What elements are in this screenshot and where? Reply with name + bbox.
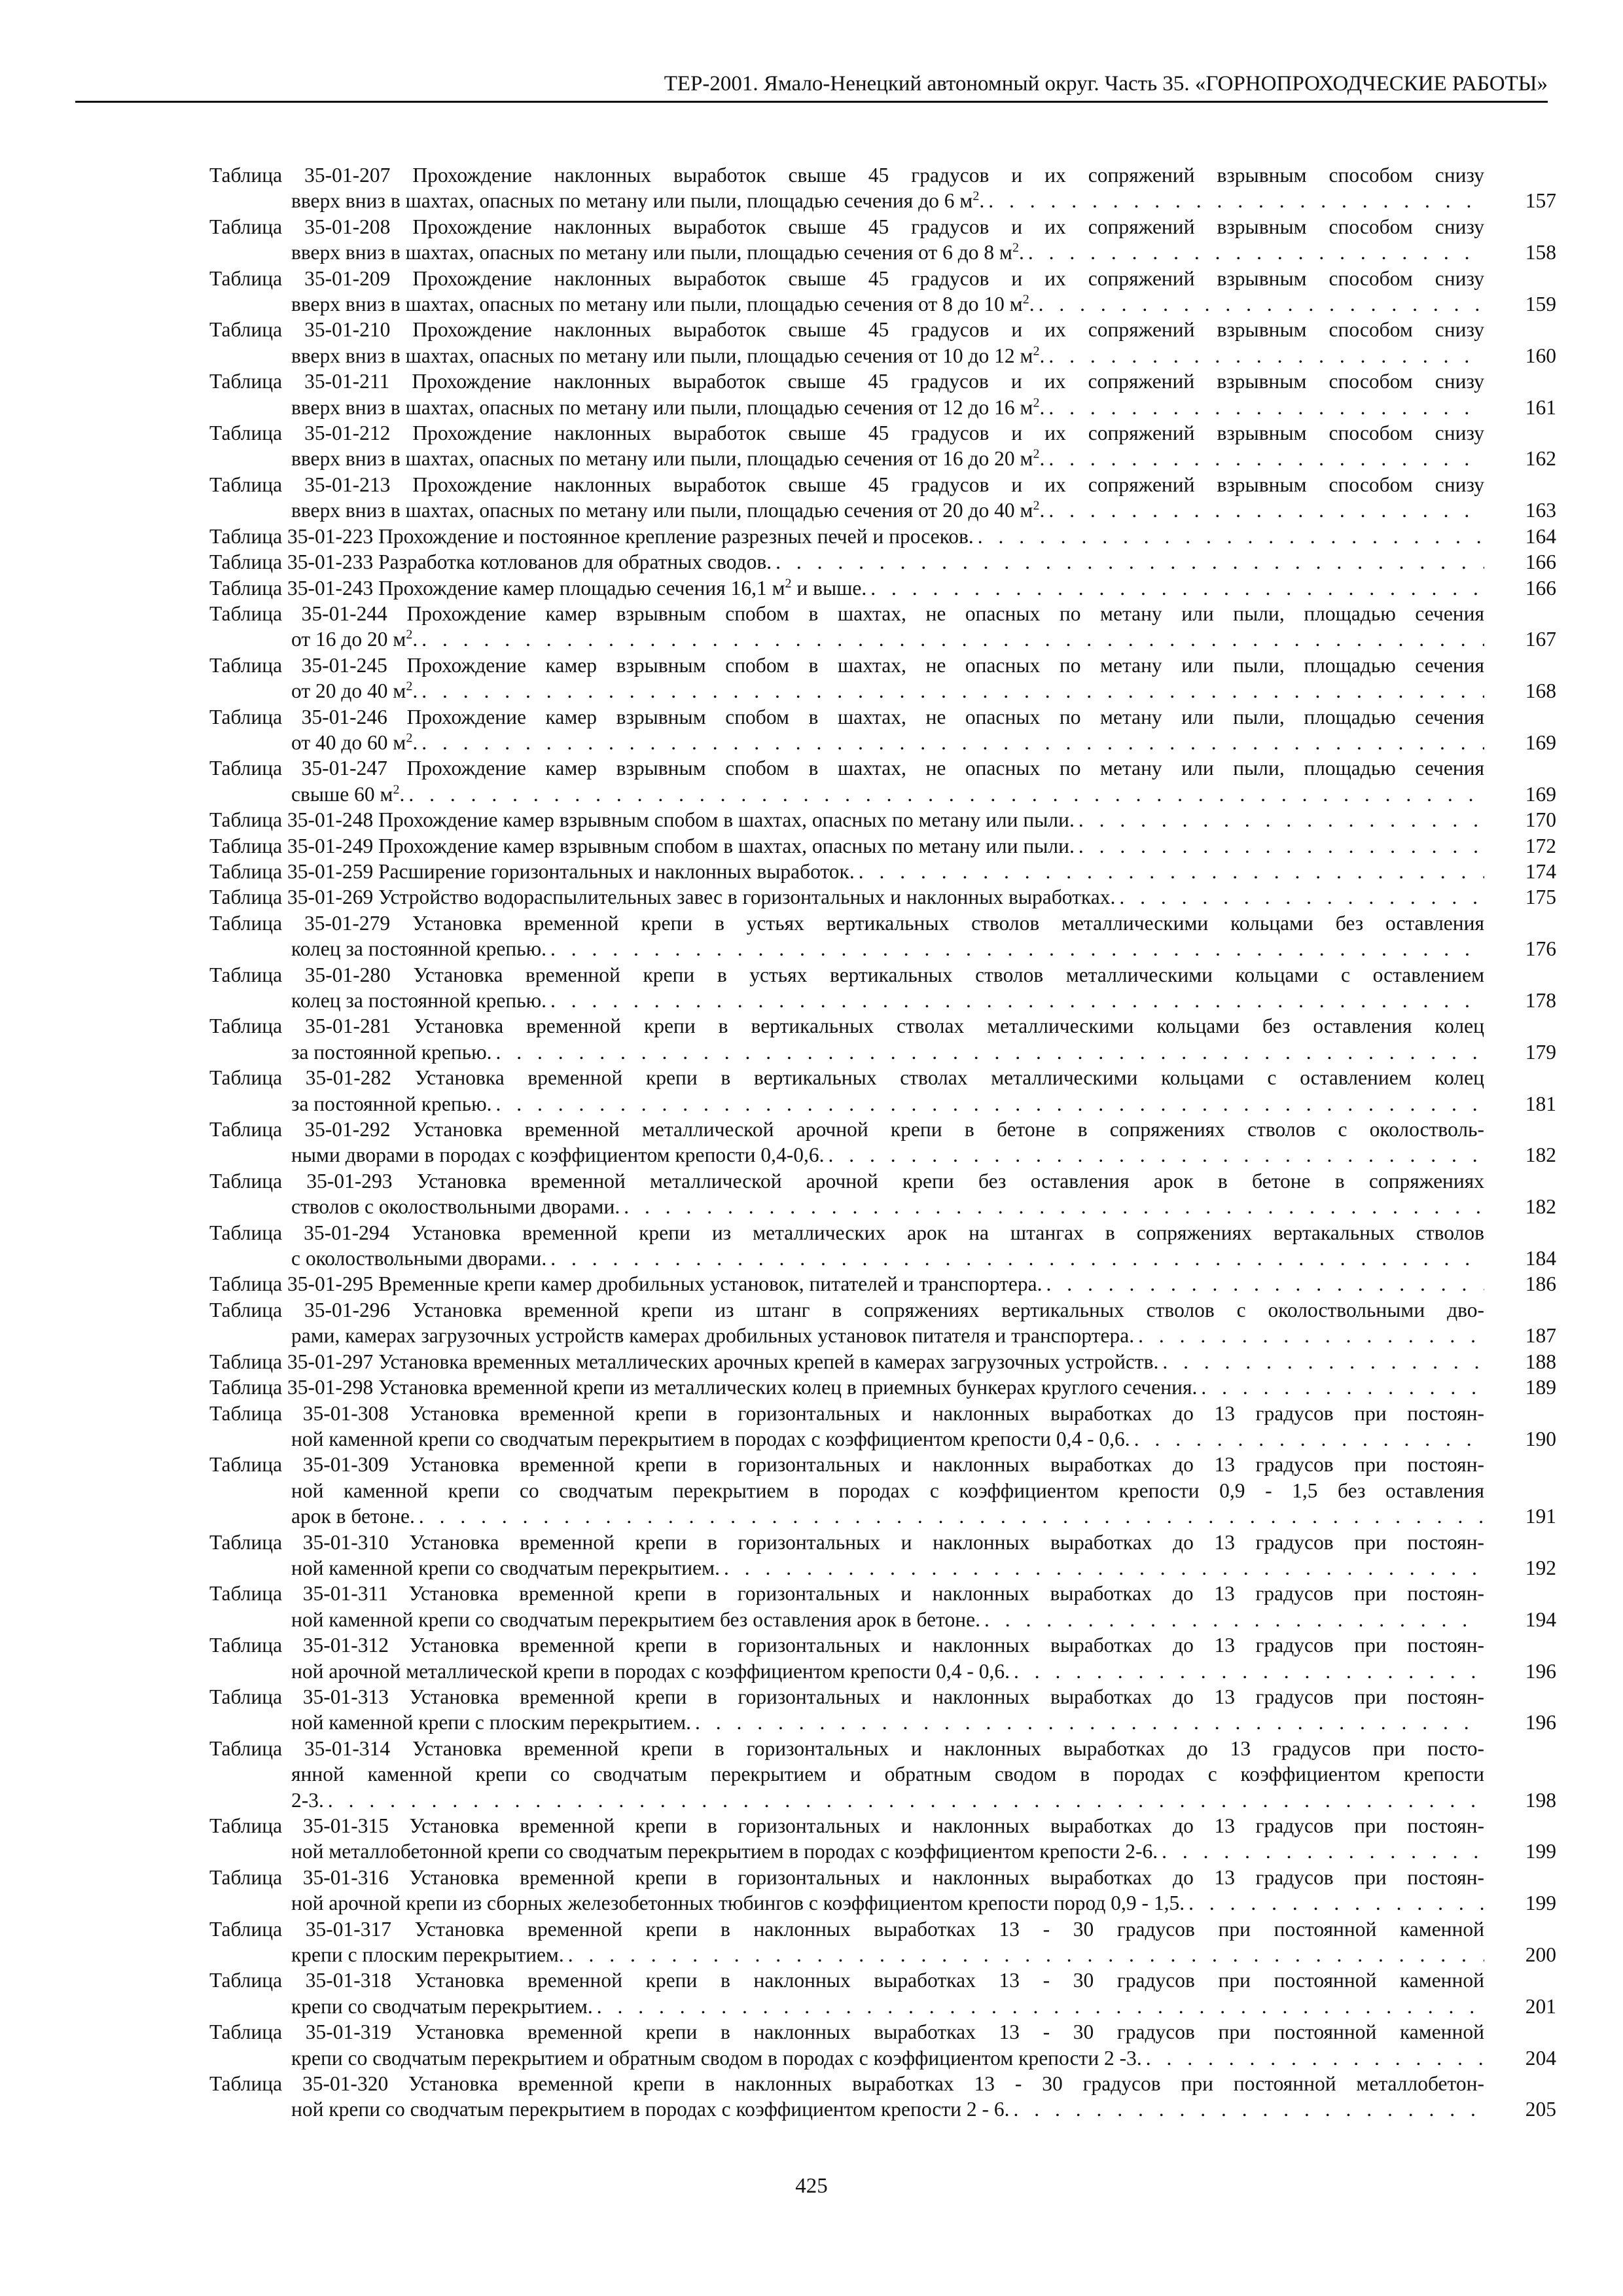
- toc-entry[interactable]: [209, 1220, 1556, 1272]
- toc-entry-last-line: [209, 1349, 1158, 1374]
- toc-entry[interactable]: [209, 1865, 1556, 1916]
- table-of-contents: [209, 162, 1556, 2123]
- dot-leader: [1046, 1271, 1484, 1297]
- dot-leader: [419, 1503, 1484, 1529]
- dot-leader: [550, 1246, 1484, 1271]
- toc-entry-last-line: [291, 1555, 720, 1581]
- toc-entry-title-line: Таблица 35-01-313 Установка временной крепи в горизонтальных и наклонных выработках до 13 градусов при постоян-: [209, 1685, 1484, 1708]
- toc-entry-title-line: Таблица 35-01-294 Установка временной крепи из металлических арок на штангах в сопряжениях вертакальных стволов: [209, 1221, 1484, 1244]
- toc-entry-last-line: [209, 549, 772, 575]
- dot-leader: [496, 1039, 1484, 1065]
- toc-page-number[interactable]: 181: [1525, 1092, 1556, 1115]
- superscript: 2: [1012, 240, 1019, 255]
- toc-entry-text: вверх вниз в шахтах, опасных по метану или пыли, площадью сечения от 8 до 10 м: [291, 293, 1023, 316]
- toc-entry-title-line: Таблица 35-01-209 Прохождение наклонных выработок свыше 45 градусов и их сопряжений взрывным способом снизу: [209, 266, 1484, 290]
- toc-entry-tail: .: [399, 782, 405, 806]
- toc-page-number[interactable]: 199: [1525, 1840, 1556, 1863]
- dot-leader: [1014, 1659, 1484, 1684]
- toc-page-number[interactable]: 186: [1525, 1272, 1556, 1296]
- toc-entry[interactable]: [209, 1581, 1556, 1632]
- toc-entry-text: ной каменной крепи со сводчатым перекрытием без оставления арок в бетоне.: [291, 1607, 980, 1631]
- dot-leader: [1162, 1349, 1484, 1374]
- toc-page-number[interactable]: 157: [1525, 189, 1556, 213]
- toc-entry[interactable]: [209, 1374, 1556, 1400]
- toc-entry-tail: и выше.: [791, 576, 867, 600]
- toc-entry-text: ной арочной крепи из сборных железобетонных тюбингов с коэффициентом крепости пород 0,9 - 1,5.: [291, 1892, 1185, 1915]
- toc-entry-last-line: [291, 395, 1044, 420]
- toc-page-number[interactable]: 204: [1525, 2046, 1556, 2070]
- superscript: 2: [1033, 344, 1040, 359]
- toc-entry-text: свыше 60 м: [291, 782, 393, 806]
- toc-page-number[interactable]: 158: [1525, 241, 1556, 264]
- dot-leader: [776, 549, 1484, 575]
- toc-entry[interactable]: [209, 1530, 1556, 1581]
- toc-entry-continuation-line: ной каменной крепи со сводчатым перекрытием в породах с коэффициентом крепости 0,9 - 1,5 без оставления: [291, 1479, 1484, 1502]
- dot-leader: [550, 936, 1484, 961]
- toc-entry-last-line: [209, 1271, 1042, 1297]
- toc-entry[interactable]: [209, 1684, 1556, 1736]
- toc-entry-text: Таблица 35-01-233 Разработка котлованов для обратных сводов.: [209, 550, 772, 574]
- toc-entry[interactable]: [209, 653, 1556, 704]
- toc-page-number[interactable]: 191: [1525, 1505, 1556, 1528]
- toc-entry-text: крепи со сводчатым перекрытием.: [291, 1994, 593, 2018]
- toc-entry[interactable]: [209, 162, 1556, 214]
- toc-entry-last-line: [209, 859, 855, 884]
- toc-entry[interactable]: [209, 1349, 1556, 1374]
- toc-page-number[interactable]: 192: [1525, 1556, 1556, 1579]
- toc-page-number[interactable]: 169: [1525, 730, 1556, 754]
- toc-entry-last-line: [291, 730, 418, 755]
- toc-entry[interactable]: [209, 575, 1556, 601]
- dot-leader: [1079, 833, 1484, 859]
- toc-entry[interactable]: [209, 1736, 1556, 1813]
- toc-entry-text: Таблица 35-01-249 Прохождение камер взрывным спобом в шахтах, опасных по метану или пыли.: [209, 834, 1075, 857]
- toc-entry-last-line: [291, 1607, 980, 1632]
- toc-page-number[interactable]: 170: [1525, 808, 1556, 832]
- page-number: 425: [795, 2174, 828, 2198]
- superscript: 2: [1033, 395, 1040, 410]
- toc-entry-last-line: [291, 1426, 1130, 1452]
- toc-entry[interactable]: [209, 266, 1556, 317]
- dot-leader: [328, 1787, 1484, 1813]
- dot-leader: [568, 1942, 1484, 1967]
- toc-page-number[interactable]: 201: [1525, 1994, 1556, 2018]
- toc-entry-last-line: [291, 1091, 492, 1117]
- toc-entry-last-line: [291, 1839, 1158, 1864]
- toc-entry-text: Таблица 35-01-295 Временные крепи камер дробильных установок, питателей и транспортера.: [209, 1272, 1043, 1296]
- superscript: 2: [1022, 292, 1029, 307]
- toc-entry-last-line: [291, 1659, 1010, 1684]
- toc-entry-text: ной крепи со сводчатым перекрытием в породах с коэффициентом крепости 2 - 6.: [291, 2098, 1010, 2121]
- toc-page-number[interactable]: 194: [1525, 1607, 1556, 1631]
- dot-leader: [1048, 497, 1484, 523]
- dot-leader: [1048, 343, 1484, 368]
- toc-entry-title-line: Таблица 35-01-212 Прохождение наклонных выработок свыше 45 градусов и их сопряжений взрывным способом снизу: [209, 422, 1484, 445]
- toc-page-number[interactable]: 199: [1525, 1892, 1556, 1915]
- toc-entry[interactable]: [209, 807, 1556, 833]
- toc-entry-title-line: Таблица 35-01-318 Установка временной крепи в наклонных выработках 13 - 30 градусов при постоянной каменной: [209, 1969, 1484, 1992]
- dot-leader: [1146, 2045, 1484, 2071]
- dot-leader: [421, 730, 1484, 755]
- toc-entry-title-line: Таблица 35-01-312 Установка временной крепи в горизонтальных и наклонных выработках до 13 градусов при постоян-: [209, 1634, 1484, 1657]
- dot-leader: [1048, 395, 1484, 420]
- superscript: 2: [972, 188, 980, 204]
- toc-entry-last-line: [291, 626, 418, 652]
- dot-leader: [978, 524, 1484, 549]
- toc-entry[interactable]: [209, 601, 1556, 653]
- toc-entry-tail: .: [412, 730, 418, 754]
- toc-entry-last-line: [291, 1787, 324, 1813]
- toc-entry-last-line: [209, 575, 866, 601]
- toc-entry-title-line: Таблица 35-01-292 Установка временной металлической арочной крепи в бетоне в сопряжениях стволов с околостволь-: [209, 1118, 1484, 1141]
- toc-entry-text: вверх вниз в шахтах, опасных по метану или пыли, площадью сечения от 12 до 16 м: [291, 395, 1033, 419]
- toc-entry-tail: .: [1018, 241, 1024, 264]
- toc-entry[interactable]: [209, 2071, 1556, 2123]
- toc-entry-text: ной каменной крепи со сводчатым перекрытием.: [291, 1556, 720, 1579]
- toc-entry-title-line: Таблица 35-01-208 Прохождение наклонных выработок свыше 45 градусов и их сопряжений взрывным способом снизу: [209, 215, 1484, 238]
- dot-leader: [859, 859, 1484, 884]
- toc-page-number[interactable]: 174: [1525, 859, 1556, 883]
- toc-entry-text: от 20 до 40 м: [291, 679, 406, 703]
- toc-entry[interactable]: [209, 1401, 1556, 1452]
- toc-entry-last-line: [291, 343, 1044, 368]
- toc-entry[interactable]: [209, 1297, 1556, 1349]
- dot-leader: [1188, 1890, 1484, 1916]
- dot-leader: [1048, 446, 1484, 471]
- toc-page-number[interactable]: 182: [1525, 1143, 1556, 1167]
- toc-entry[interactable]: [209, 472, 1556, 524]
- toc-entry-text: вверх вниз в шахтах, опасных по метану или пыли, площадью сечения от 6 до 8 м: [291, 241, 1012, 264]
- toc-entry[interactable]: [209, 884, 1556, 910]
- toc-entry[interactable]: [209, 1271, 1556, 1297]
- toc-entry-continuation-line: янной каменной крепи со сводчатым перекрытием и обратным сводом в породах с коэффициентом крепости: [291, 1763, 1484, 1786]
- toc-page-number[interactable]: 160: [1525, 344, 1556, 367]
- toc-entry-title-line: Таблица 35-01-309 Установка временной крепи в горизонтальных и наклонных выработках до 13 градусов при постоян-: [209, 1453, 1484, 1477]
- toc-entry-title-line: Таблица 35-01-213 Прохождение наклонных выработок свыше 45 градусов и их сопряжений взрывным способом снизу: [209, 473, 1484, 496]
- dot-leader: [1162, 1839, 1484, 1864]
- toc-page-number[interactable]: 168: [1525, 679, 1556, 703]
- toc-entry-last-line: [291, 1142, 825, 1168]
- toc-entry-last-line: [291, 240, 1024, 265]
- toc-entry-text: Таблица 35-01-297 Установка временных металлических арочных крепей в камерах загрузочных устройств.: [209, 1350, 1159, 1373]
- toc-page-number[interactable]: 182: [1525, 1195, 1556, 1219]
- superscript: 2: [406, 627, 413, 642]
- toc-page-number[interactable]: 166: [1525, 576, 1556, 600]
- toc-entry[interactable]: [209, 1168, 1556, 1220]
- dot-leader: [1028, 240, 1484, 265]
- superscript: 2: [1033, 446, 1040, 461]
- toc-page-number[interactable]: 176: [1525, 937, 1556, 961]
- toc-entry-text: вверх вниз в шахтах, опасных по метану или пыли, площадью сечения до 6 м: [291, 189, 973, 213]
- toc-entry[interactable]: [209, 1013, 1556, 1065]
- toc-entry-text: Таблица 35-01-298 Установка временной крепи из металлических колец в приемных бункерах круглого сечения.: [209, 1376, 1198, 1399]
- toc-entry[interactable]: [209, 1967, 1556, 2019]
- toc-page-number[interactable]: 205: [1525, 2098, 1556, 2121]
- toc-entry-title-line: Таблица 35-01-296 Установка временной крепи из штанг в сопряжениях вертикальных стволов с околоствольными дво-: [209, 1298, 1484, 1321]
- toc-page-number[interactable]: 164: [1525, 524, 1556, 548]
- toc-page-number[interactable]: 179: [1525, 1040, 1556, 1064]
- toc-entry-text: ной каменной крепи со сводчатым перекрытием в породах с коэффициентом крепости 0,4 - 0,6.: [291, 1427, 1130, 1450]
- toc-entry-text: ной каменной крепи с плоским перекрытием.: [291, 1711, 692, 1734]
- toc-entry-tail: .: [1039, 395, 1045, 419]
- superscript: 2: [785, 576, 792, 590]
- toc-entry-last-line: [209, 807, 1075, 833]
- toc-entry-title-line: Таблица 35-01-245 Прохождение камер взрывным спобом в шахтах, не опасных по метану или пыли, площадью сечения: [209, 653, 1484, 677]
- toc-page-number[interactable]: 159: [1525, 293, 1556, 316]
- toc-entry-text: колец за постоянной крепью.: [291, 937, 546, 961]
- toc-entry-last-line: [291, 1942, 564, 1967]
- dot-leader: [988, 188, 1484, 213]
- toc-entry[interactable]: [209, 214, 1556, 266]
- toc-entry-last-line: [291, 2096, 1010, 2122]
- toc-entry[interactable]: [209, 2019, 1556, 2071]
- toc-entry-last-line: [291, 1503, 415, 1529]
- superscript: 2: [393, 782, 400, 797]
- toc-entry-title-line: Таблица 35-01-293 Установка временной металлической арочной крепи без оставления арок в бетоне в сопряжениях: [209, 1169, 1484, 1193]
- toc-entry[interactable]: [209, 833, 1556, 859]
- dot-leader: [597, 1994, 1484, 2019]
- toc-entry[interactable]: [209, 317, 1556, 368]
- toc-entry-last-line: [291, 2045, 1142, 2071]
- toc-entry-last-line: [209, 524, 974, 549]
- toc-entry-title-line: Таблица 35-01-315 Установка временной крепи в горизонтальных и наклонных выработках до 13 градусов при постоян-: [209, 1814, 1484, 1837]
- dot-leader: [695, 1710, 1484, 1735]
- toc-page-number[interactable]: 200: [1525, 1943, 1556, 1967]
- toc-page-number[interactable]: 189: [1525, 1376, 1556, 1399]
- dot-leader: [1079, 807, 1484, 833]
- toc-page-number[interactable]: 161: [1525, 395, 1556, 419]
- toc-entry[interactable]: [209, 704, 1556, 756]
- toc-entry[interactable]: [209, 1065, 1556, 1117]
- toc-entry-last-line: [291, 936, 546, 961]
- toc-entry[interactable]: [209, 755, 1556, 807]
- toc-entry-title-line: Таблица 35-01-280 Установка временной крепи в устьях вертикальных стволов металлическими кольцами с оставлением: [209, 963, 1484, 986]
- toc-entry[interactable]: [209, 1916, 1556, 1968]
- toc-entry-text: крепи с плоским перекрытием.: [291, 1943, 564, 1967]
- toc-entry-last-line: [291, 1710, 691, 1735]
- toc-entry[interactable]: [209, 910, 1556, 962]
- toc-entry-last-line: [291, 291, 1035, 317]
- toc-entry-text: ной арочной металлической крепи в породах с коэффициентом крепости 0,4 - 0,6.: [291, 1659, 1010, 1683]
- toc-entry-text: Таблица 35-01-259 Расширение горизонтальных и наклонных выработок.: [209, 859, 855, 883]
- dot-leader: [1134, 1426, 1484, 1452]
- toc-entry-last-line: [291, 1890, 1185, 1916]
- toc-entry-tail: .: [1029, 293, 1035, 316]
- toc-entry-last-line: [291, 1246, 546, 1271]
- dot-leader: [1201, 1374, 1484, 1400]
- dot-leader: [1119, 884, 1484, 910]
- toc-entry-last-line: [291, 497, 1044, 523]
- dot-leader: [408, 781, 1484, 807]
- toc-page-number[interactable]: 187: [1525, 1324, 1556, 1348]
- toc-entry-text: рами, камерах загрузочных устройств камерах дробильных установок питателя и транспортера.: [291, 1324, 1135, 1348]
- toc-entry[interactable]: [209, 859, 1556, 884]
- dot-leader: [1014, 2096, 1484, 2122]
- dot-leader: [624, 1194, 1484, 1219]
- toc-entry-last-line: [209, 884, 1115, 910]
- toc-entry-tail: .: [412, 679, 418, 703]
- dot-leader: [1039, 291, 1484, 317]
- toc-entry-last-line: [209, 833, 1075, 859]
- toc-entry-last-line: [209, 1374, 1197, 1400]
- dot-leader: [421, 678, 1484, 704]
- toc-entry-title-line: Таблица 35-01-207 Прохождение наклонных выработок свыше 45 градусов и их сопряжений взрывным способом снизу: [209, 164, 1484, 187]
- toc-entry[interactable]: [209, 368, 1556, 420]
- toc-entry-text: Таблица 35-01-223 Прохождение и постоянное крепление разрезных печей и просеков.: [209, 524, 974, 548]
- superscript: 2: [1033, 498, 1040, 513]
- toc-page-number[interactable]: 175: [1525, 886, 1556, 909]
- toc-entry[interactable]: [209, 420, 1556, 472]
- dot-leader: [421, 626, 1484, 652]
- toc-entry-text: Таблица 35-01-243 Прохождение камер площадью сечения 16,1 м: [209, 576, 785, 600]
- toc-entry-text: от 40 до 60 м: [291, 730, 406, 754]
- toc-entry-text: 2-3.: [291, 1788, 324, 1812]
- toc-page-number[interactable]: 169: [1525, 782, 1556, 806]
- toc-entry[interactable]: [209, 1813, 1556, 1865]
- toc-entry[interactable]: [209, 1452, 1556, 1529]
- toc-page-number[interactable]: 190: [1525, 1427, 1556, 1450]
- toc-entry-tail: .: [412, 628, 418, 651]
- toc-entry-text: Таблица 35-01-269 Устройство водораспылительных завес в горизонтальных и наклонных выработках.: [209, 886, 1116, 909]
- toc-entry-last-line: [291, 988, 546, 1013]
- toc-entry-title-line: Таблица 35-01-314 Установка временной крепи в горизонтальных и наклонных выработках до 13 градусов при посто-: [209, 1736, 1484, 1760]
- toc-entry-title-line: Таблица 35-01-210 Прохождение наклонных выработок свыше 45 градусов и их сопряжений взрывным способом снизу: [209, 318, 1484, 342]
- toc-entry[interactable]: [209, 549, 1556, 575]
- toc-entry-title-line: Таблица 35-01-311 Установка временной крепи в горизонтальных и наклонных выработках до 13 градусов при постоян-: [209, 1582, 1484, 1605]
- toc-entry-title-line: Таблица 35-01-211 Прохождение наклонных выработок свыше 45 градусов и их сопряжений взрывным способом снизу: [209, 370, 1484, 393]
- toc-entry-text: арок в бетоне.: [291, 1505, 415, 1528]
- toc-entry-text: ной металлобетонной крепи со сводчатым перекрытием в породах с коэффициентом крепости 2-6.: [291, 1840, 1158, 1863]
- toc-entry-title-line: Таблица 35-01-244 Прохождение камер взрывным спобом в шахтах, не опасных по метану или пыли, площадью сечения: [209, 601, 1484, 625]
- toc-entry-tail: .: [1039, 499, 1045, 522]
- toc-entry-last-line: [291, 188, 984, 213]
- toc-page-number[interactable]: 163: [1525, 499, 1556, 522]
- toc-entry-text: за постоянной крепью.: [291, 1040, 492, 1064]
- toc-entry-tail: .: [979, 189, 985, 213]
- toc-entry-text: за постоянной крепью.: [291, 1092, 492, 1115]
- toc-entry-text: вверх вниз в шахтах, опасных по метану или пыли, площадью сечения от 16 до 20 м: [291, 447, 1033, 471]
- dot-leader: [829, 1142, 1484, 1168]
- toc-entry-tail: .: [1039, 447, 1045, 471]
- toc-entry-text: от 16 до 20 м: [291, 628, 406, 651]
- toc-page-number[interactable]: 196: [1525, 1711, 1556, 1734]
- dot-leader: [984, 1607, 1484, 1632]
- toc-entry-last-line: [291, 1994, 593, 2019]
- toc-entry-text: колец за постоянной крепью.: [291, 989, 546, 1012]
- toc-entry-title-line: Таблица 35-01-279 Установка временной крепи в устьях вертикальных стволов металлическими кольцами без оставления: [209, 911, 1484, 935]
- dot-leader: [1138, 1323, 1484, 1348]
- toc-entry-title-line: Таблица 35-01-310 Установка временной крепи в горизонтальных и наклонных выработках до 13 градусов при постоян-: [209, 1530, 1484, 1554]
- toc-entry-title-line: Таблица 35-01-316 Установка временной крепи в горизонтальных и наклонных выработках до 13 градусов при постоян-: [209, 1865, 1484, 1889]
- toc-entry-last-line: [291, 781, 404, 807]
- toc-page-number[interactable]: 184: [1525, 1247, 1556, 1270]
- toc-entry-text: ными дворами в породах с коэффициентом крепости 0,4-0,6.: [291, 1143, 825, 1167]
- dot-leader: [870, 575, 1484, 601]
- toc-entry-text: вверх вниз в шахтах, опасных по метану или пыли, площадью сечения от 10 до 12 м: [291, 344, 1033, 367]
- dot-leader: [550, 988, 1484, 1013]
- toc-entry-text: крепи со сводчатым перекрытием и обратным сводом в породах с коэффициентом крепости 2 -3.: [291, 2046, 1142, 2070]
- toc-entry-last-line: [291, 678, 418, 704]
- page-header: ТЕР-2001. Ямало-Ненецкий автономный округ. Часть 35. «ГОРНОПРОХОДЧЕСКИЕ РАБОТЫ»: [75, 71, 1548, 103]
- superscript: 2: [406, 679, 413, 694]
- toc-entry-title-line: Таблица 35-01-308 Установка временной крепи в горизонтальных и наклонных выработках до 13 градусов при постоян-: [209, 1401, 1484, 1425]
- toc-entry-text: Таблица 35-01-248 Прохождение камер взрывным спобом в шахтах, опасных по метану или пыли.: [209, 808, 1075, 832]
- toc-entry-last-line: [291, 446, 1044, 471]
- toc-page-number[interactable]: 167: [1525, 628, 1556, 651]
- toc-entry-title-line: Таблица 35-01-282 Установка временной крепи в вертикальных стволах металлическими кольцами с оставлением колец: [209, 1066, 1484, 1090]
- toc-page-number[interactable]: 198: [1525, 1788, 1556, 1812]
- toc-page-number[interactable]: 166: [1525, 550, 1556, 574]
- toc-entry-text: вверх вниз в шахтах, опасных по метану или пыли, площадью сечения от 20 до 40 м: [291, 499, 1033, 522]
- toc-entry-text: стволов с околоствольными дворами.: [291, 1195, 620, 1219]
- toc-page-number[interactable]: 178: [1525, 989, 1556, 1012]
- toc-entry-title-line: Таблица 35-01-319 Установка временной крепи в наклонных выработках 13 - 30 градусов при постоянной каменной: [209, 2020, 1484, 2044]
- toc-entry-last-line: [291, 1323, 1134, 1348]
- toc-entry-title-line: Таблица 35-01-320 Установка временной крепи в наклонных выработках 13 - 30 градусов при постоянной металлобетон-: [209, 2072, 1484, 2096]
- toc-page-number[interactable]: 162: [1525, 447, 1556, 471]
- toc-entry[interactable]: [209, 524, 1556, 549]
- toc-entry-last-line: [291, 1039, 492, 1065]
- toc-entry-text: с околоствольными дворами.: [291, 1247, 547, 1270]
- toc-entry-title-line: Таблица 35-01-246 Прохождение камер взрывным спобом в шахтах, не опасных по метану или пыли, площадью сечения: [209, 705, 1484, 728]
- toc-entry-title-line: Таблица 35-01-281 Установка временной крепи в вертикальных стволах металлическими кольцами без оставления колец: [209, 1014, 1484, 1038]
- dot-leader: [496, 1091, 1484, 1117]
- toc-page-number[interactable]: 172: [1525, 834, 1556, 857]
- toc-entry-title-line: Таблица 35-01-317 Установка временной крепи в наклонных выработках 13 - 30 градусов при постоянной каменной: [209, 1917, 1484, 1941]
- dot-leader: [724, 1555, 1484, 1581]
- toc-page-number[interactable]: 188: [1525, 1350, 1556, 1373]
- toc-entry-title-line: Таблица 35-01-247 Прохождение камер взрывным спобом в шахтах, не опасных по метану или пыли, площадью сечения: [209, 757, 1484, 780]
- toc-entry[interactable]: [209, 1632, 1556, 1684]
- toc-entry-tail: .: [1039, 344, 1045, 367]
- toc-page-number[interactable]: 196: [1525, 1659, 1556, 1683]
- superscript: 2: [406, 730, 413, 745]
- toc-entry-last-line: [291, 1194, 620, 1219]
- toc-entry[interactable]: [209, 962, 1556, 1014]
- toc-entry[interactable]: [209, 1117, 1556, 1168]
